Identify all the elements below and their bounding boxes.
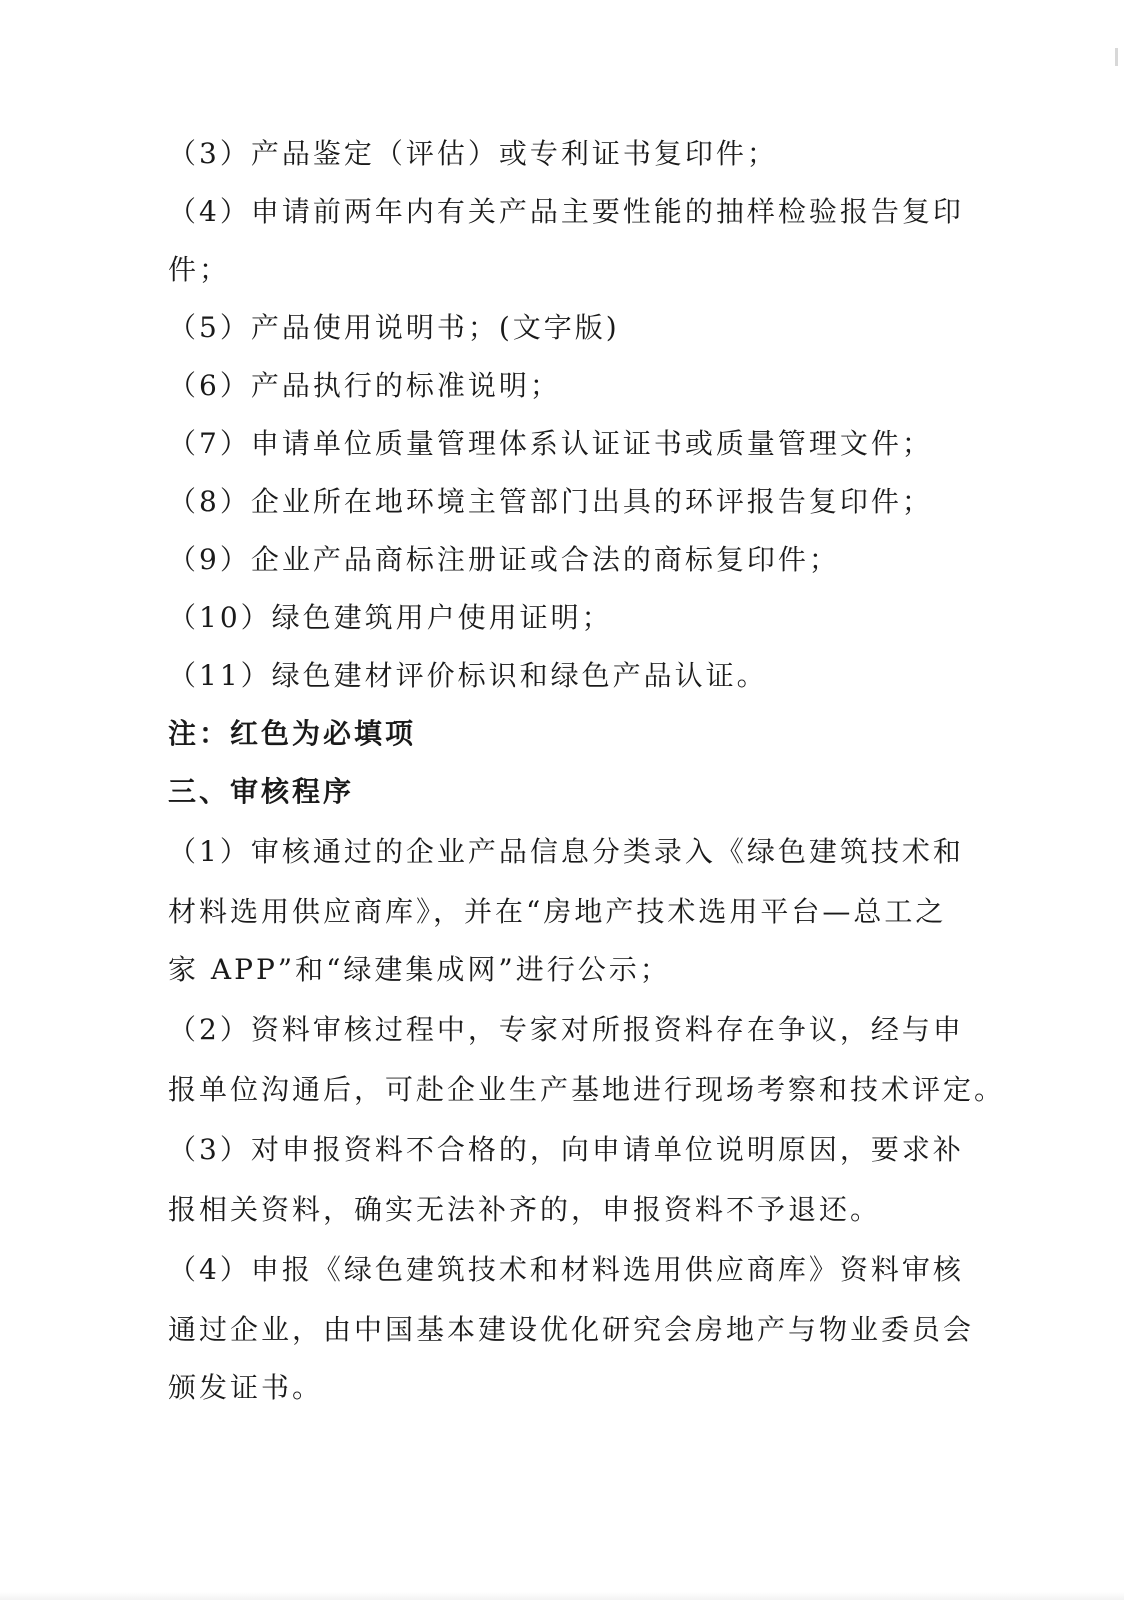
procedure-3-line-1: （3）对申报资料不合格的，向申请单位说明原因，要求补 bbox=[168, 1133, 964, 1166]
procedure-1-line-3: 家 APP”和“绿建集成网”进行公示； bbox=[168, 953, 671, 986]
procedure-2-line-1: （2）资料审核过程中，专家对所报资料存在争议，经与申 bbox=[168, 1013, 964, 1046]
scan-edge-mark bbox=[1115, 48, 1118, 66]
item-5-user-manual: （5）产品使用说明书；(文字版) bbox=[168, 311, 620, 344]
item-4-continuation: 件； bbox=[168, 253, 231, 286]
item-3-product-appraisal: （3）产品鉴定（评估）或专利证书复印件； bbox=[168, 137, 778, 170]
item-10-user-certificate: （10）绿色建筑用户使用证明； bbox=[168, 601, 613, 634]
required-fields-note: 注：红色为必填项 bbox=[168, 717, 417, 750]
procedure-1-line-2: 材料选用供应商库》，并在“房地产技术选用平台—总工之 bbox=[168, 895, 947, 928]
procedure-4-line-2: 通过企业，由中国基本建设优化研究会房地产与物业委员会 bbox=[168, 1313, 975, 1346]
item-7-quality-management: （7）申请单位质量管理体系认证证书或质量管理文件； bbox=[168, 427, 933, 460]
scan-bottom-edge bbox=[0, 1592, 1124, 1600]
item-8-environmental-report: （8）企业所在地环境主管部门出具的环评报告复印件； bbox=[168, 485, 933, 518]
item-9-trademark: （9）企业产品商标注册证或合法的商标复印件； bbox=[168, 543, 840, 576]
item-6-standard-description: （6）产品执行的标准说明； bbox=[168, 369, 561, 402]
procedure-1-line-1: （1）审核通过的企业产品信息分类录入《绿色建筑技术和 bbox=[168, 835, 964, 868]
procedure-4-line-3: 颁发证书。 bbox=[168, 1371, 324, 1404]
procedure-2-line-2: 报单位沟通后，可赴企业生产基地进行现场考察和技术评定。 bbox=[168, 1073, 1006, 1106]
item-11-green-certification: （11）绿色建材评价标识和绿色产品认证。 bbox=[168, 659, 768, 692]
item-4-sampling-report: （4）申请前两年内有关产品主要性能的抽样检验报告复印 bbox=[168, 195, 964, 228]
procedure-3-line-2: 报相关资料，确实无法补齐的，申报资料不予退还。 bbox=[168, 1193, 882, 1226]
procedure-4-line-1: （4）申报《绿色建筑技术和材料选用供应商库》资料审核 bbox=[168, 1253, 964, 1286]
section-heading-review-procedure: 三、审核程序 bbox=[168, 775, 355, 808]
